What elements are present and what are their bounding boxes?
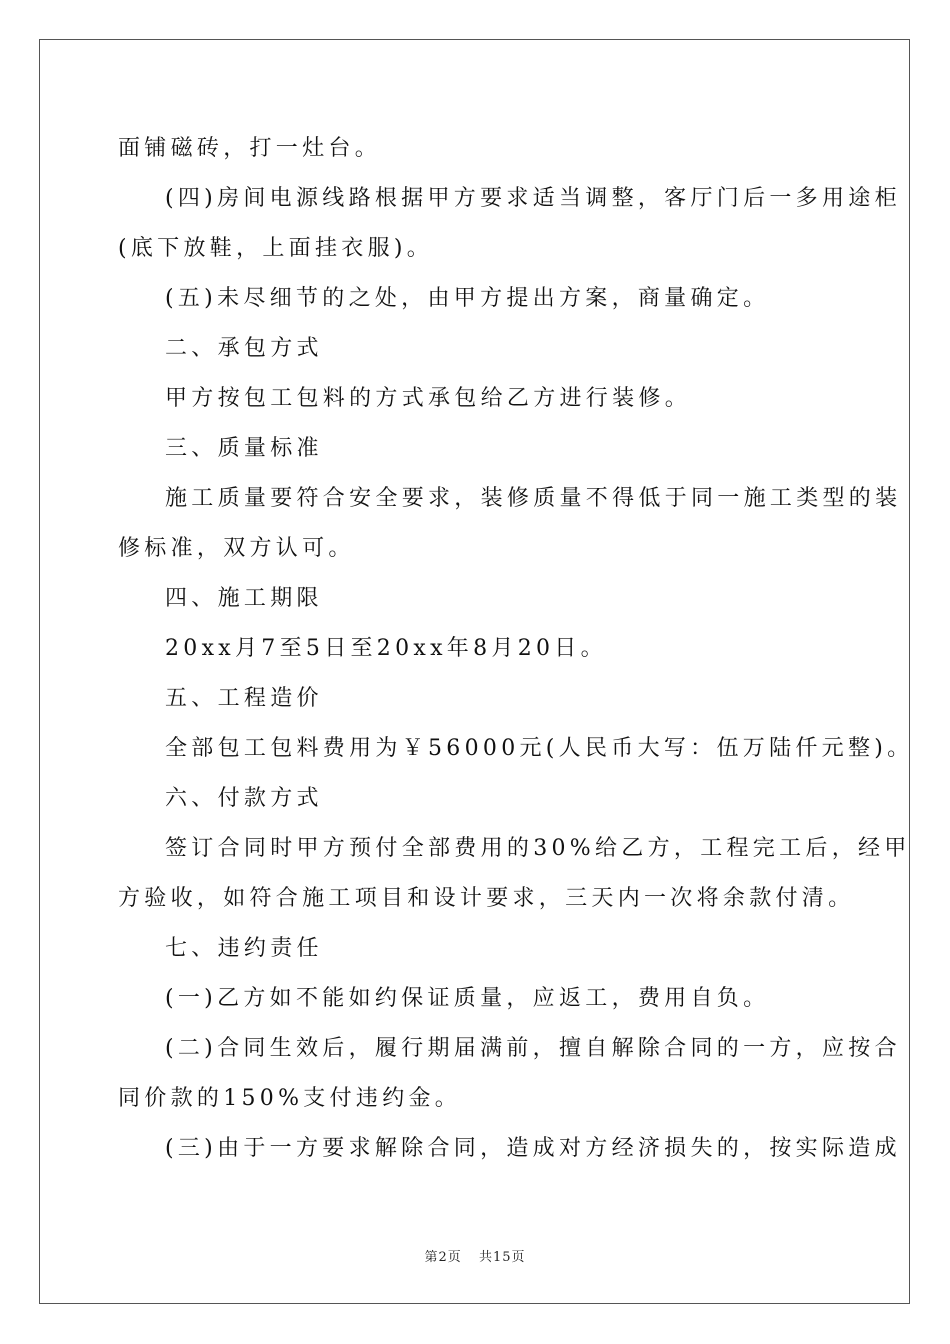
- page-total: 共15页: [478, 1250, 526, 1265]
- paragraph-line: (四)房间电源线路根据甲方要求适当调整，客厅门后一多用途柜: [165, 186, 901, 211]
- paragraph-line: (三)由于一方要求解除合同，造成对方经济损失的，按实际造成: [165, 1136, 901, 1161]
- paragraph-line: 同价款的150%支付违约金。: [118, 1086, 462, 1111]
- paragraph-line: 修标准，双方认可。: [118, 536, 355, 561]
- paragraph-line: (一)乙方如不能如约保证质量，应返工，费用自负。: [165, 986, 770, 1011]
- paragraph-line: (二)合同生效后，履行期届满前，擅自解除合同的一方，应按合: [165, 1036, 901, 1061]
- paragraph-line: 方验收，如符合施工项目和设计要求，三天内一次将余款付清。: [118, 886, 855, 911]
- page-footer: [0, 1246, 950, 1265]
- document-body: [118, 124, 914, 1174]
- paragraph-line: 甲方按包工包料的方式承包给乙方进行装修。: [165, 386, 692, 411]
- page-number: 第2页: [424, 1250, 462, 1265]
- paragraph-line: (底下放鞋，上面挂衣服)。: [118, 236, 434, 261]
- section-heading: 五、工程造价: [165, 686, 323, 711]
- paragraph-line: 全部包工包料费用为￥56000元(人民币大写：伍万陆仟元整)。: [165, 736, 914, 761]
- section-heading: 二、承包方式: [165, 336, 323, 361]
- section-heading: 六、付款方式: [165, 786, 323, 811]
- section-heading: 三、质量标准: [165, 436, 323, 461]
- section-heading: 七、违约责任: [165, 936, 323, 961]
- paragraph-line: (五)未尽细节的之处，由甲方提出方案，商量确定。: [165, 286, 770, 311]
- paragraph-line: 20xx月7至5日至20xx年8月20日。: [165, 636, 607, 661]
- paragraph-line: 面铺磁砖，打一灶台。: [118, 136, 382, 161]
- paragraph-line: 签订合同时甲方预付全部费用的30%给乙方，工程完工后，经甲: [165, 836, 911, 861]
- paragraph-line: 施工质量要符合安全要求，装修质量不得低于同一施工类型的装: [165, 486, 902, 511]
- section-heading: 四、施工期限: [165, 586, 323, 611]
